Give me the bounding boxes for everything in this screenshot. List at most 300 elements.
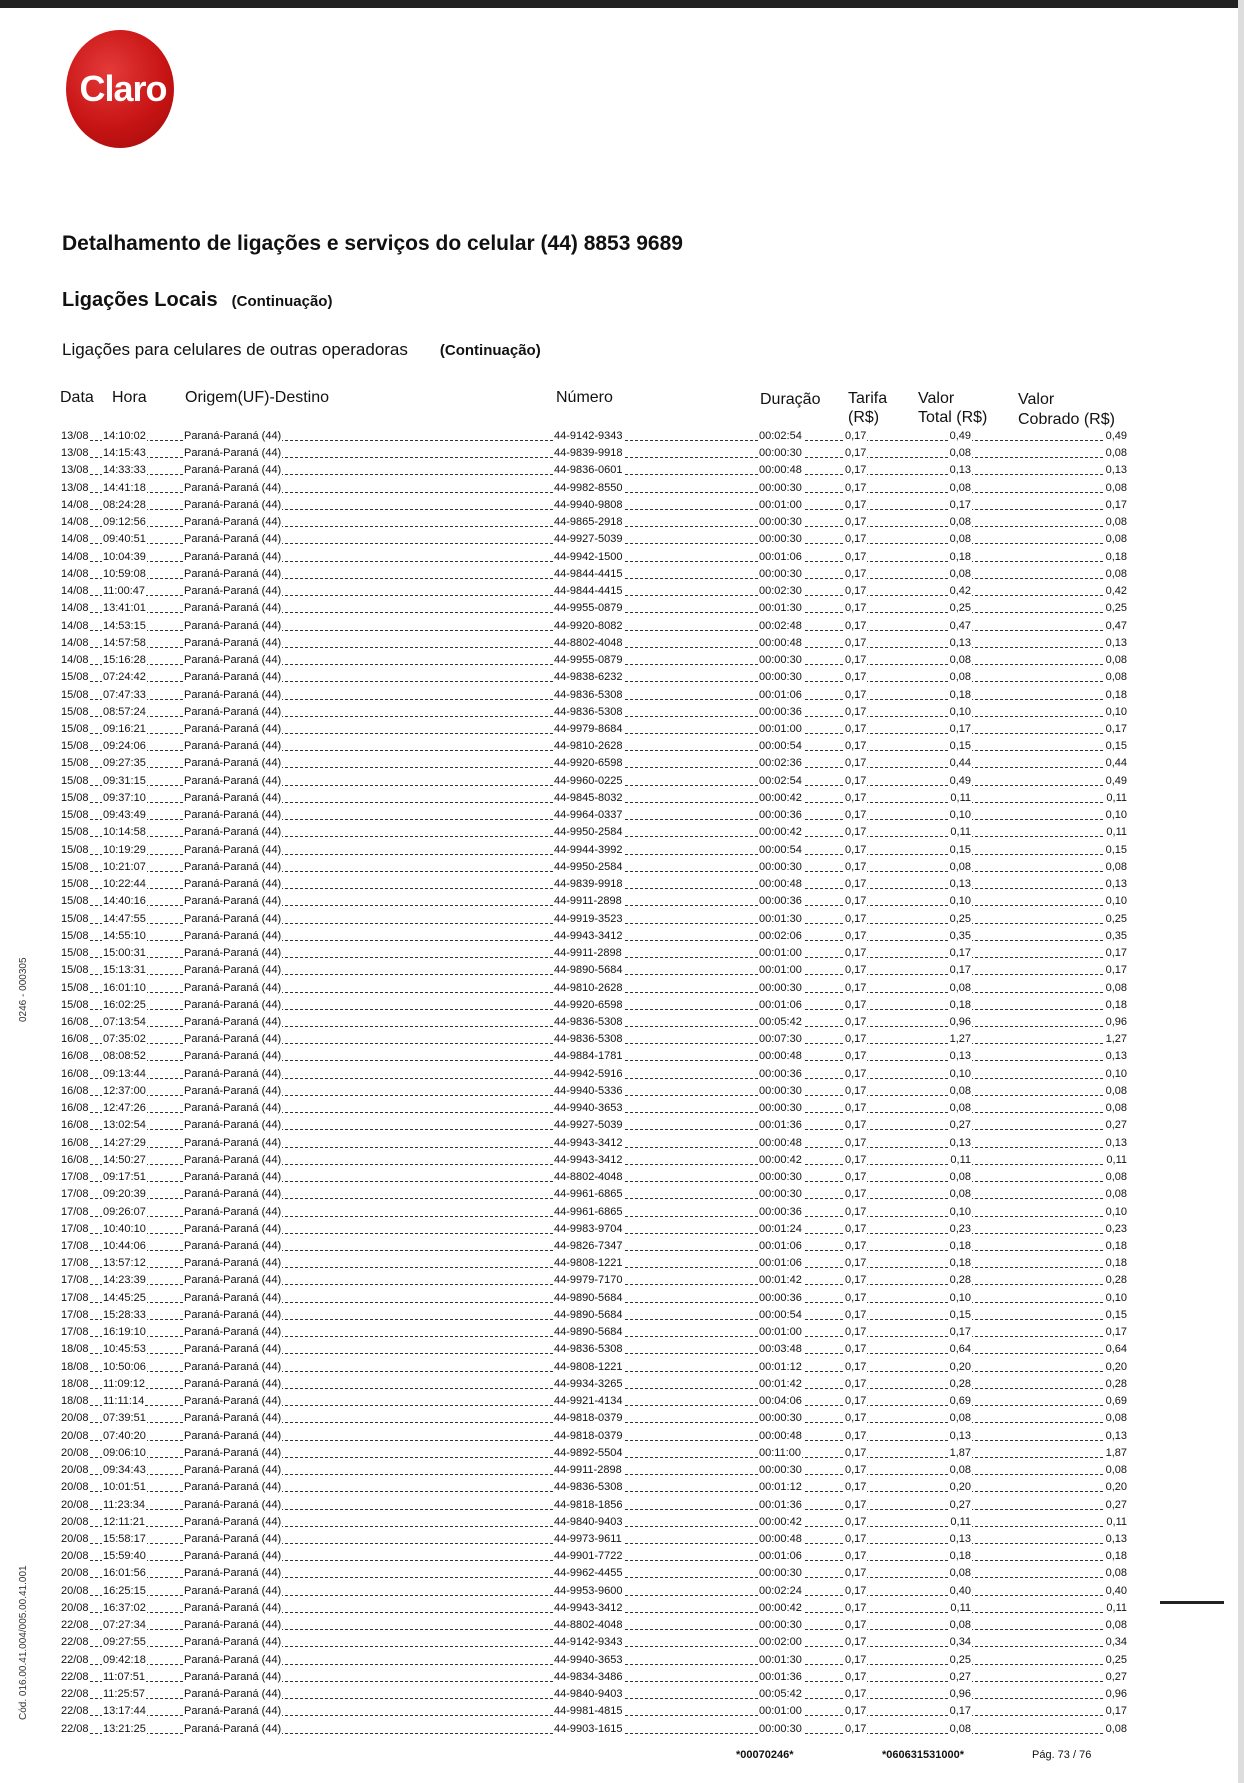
call-tariff: 0,17	[844, 497, 867, 514]
call-tariff: 0,17	[844, 1169, 867, 1186]
call-total: 0,25	[949, 911, 972, 928]
call-total: 0,08	[949, 514, 972, 531]
call-number: 44-9839-9918	[553, 445, 624, 462]
call-number: 44-9953-9600	[553, 1583, 624, 1600]
call-hour: 08:57:24	[102, 704, 147, 721]
call-origin: Paraná-Paraná (44)	[183, 497, 282, 514]
call-date: 17/08	[60, 1290, 90, 1307]
call-hour: 14:50:27	[102, 1152, 147, 1169]
call-number: 44-9808-1221	[553, 1255, 624, 1272]
call-charged: 0,96	[1105, 1014, 1128, 1031]
call-tariff: 0,17	[844, 1721, 867, 1738]
call-tariff: 0,17	[844, 1445, 867, 1462]
call-total: 0,47	[949, 618, 972, 635]
call-tariff: 0,17	[844, 1135, 867, 1152]
table-row	[60, 1531, 1128, 1548]
call-tariff: 0,17	[844, 1393, 867, 1410]
call-number: 44-9818-0379	[553, 1410, 624, 1427]
call-number: 44-9890-5684	[553, 962, 624, 979]
call-hour: 09:37:10	[102, 790, 147, 807]
call-number: 44-9940-3653	[553, 1652, 624, 1669]
call-hour: 14:57:58	[102, 635, 147, 652]
section-heading	[62, 289, 332, 312]
call-number: 44-9903-1615	[553, 1721, 624, 1738]
call-number: 44-9940-9808	[553, 497, 624, 514]
call-number: 44-9901-7722	[553, 1548, 624, 1565]
call-tariff: 0,17	[844, 738, 867, 755]
call-date: 15/08	[60, 893, 90, 910]
call-duration: 00:00:30	[758, 1083, 803, 1100]
table-row	[60, 1393, 1128, 1410]
call-origin: Paraná-Paraná (44)	[183, 1341, 282, 1358]
call-duration: 00:00:48	[758, 635, 803, 652]
table-row	[60, 1048, 1128, 1065]
table-row	[60, 600, 1128, 617]
call-origin: Paraná-Paraná (44)	[183, 1238, 282, 1255]
call-date: 20/08	[60, 1548, 90, 1565]
call-number: 44-8802-4048	[553, 1617, 624, 1634]
call-duration: 00:01:06	[758, 997, 803, 1014]
call-number: 44-9979-7170	[553, 1272, 624, 1289]
call-hour: 13:41:01	[102, 600, 147, 617]
call-origin: Paraná-Paraná (44)	[183, 893, 282, 910]
table-row	[60, 687, 1128, 704]
call-number: 44-9840-9403	[553, 1686, 624, 1703]
call-charged: 0,18	[1105, 549, 1128, 566]
call-total: 0,08	[949, 1186, 972, 1203]
table-row	[60, 911, 1128, 928]
call-origin: Paraná-Paraná (44)	[183, 549, 282, 566]
call-charged: 0,11	[1105, 790, 1128, 807]
call-number: 44-9934-3265	[553, 1376, 624, 1393]
call-total: 0,08	[949, 1721, 972, 1738]
call-hour: 13:57:12	[102, 1255, 147, 1272]
call-date: 17/08	[60, 1221, 90, 1238]
call-origin: Paraná-Paraná (44)	[183, 1272, 282, 1289]
call-number: 44-9911-2898	[553, 945, 623, 962]
call-tariff: 0,17	[844, 618, 867, 635]
call-tariff: 0,17	[844, 1307, 867, 1324]
call-duration: 00:04:06	[758, 1393, 803, 1410]
call-charged: 0,08	[1105, 1186, 1128, 1203]
call-date: 17/08	[60, 1272, 90, 1289]
call-origin: Paraná-Paraná (44)	[183, 755, 282, 772]
call-tariff: 0,17	[844, 824, 867, 841]
call-duration: 00:00:36	[758, 1066, 803, 1083]
call-duration: 00:00:30	[758, 1565, 803, 1582]
call-duration: 00:00:30	[758, 566, 803, 583]
call-total: 0,10	[949, 1066, 972, 1083]
call-tariff: 0,17	[844, 635, 867, 652]
call-hour: 07:27:34	[102, 1617, 147, 1634]
call-total: 0,35	[949, 928, 972, 945]
call-origin: Paraná-Paraná (44)	[183, 1514, 282, 1531]
call-charged: 0,49	[1105, 773, 1128, 790]
call-number: 44-9890-5684	[553, 1324, 624, 1341]
call-date: 16/08	[60, 1100, 90, 1117]
call-tariff: 0,17	[844, 807, 867, 824]
call-total: 0,20	[949, 1359, 972, 1376]
call-duration: 00:01:00	[758, 1324, 803, 1341]
call-origin: Paraná-Paraná (44)	[183, 1031, 282, 1048]
footer-code-1: *00070246*	[736, 1749, 794, 1761]
call-date: 15/08	[60, 773, 90, 790]
subsection-title: Ligações para celulares de outras operadoras	[62, 340, 408, 359]
call-hour: 10:44:06	[102, 1238, 147, 1255]
call-charged: 0,08	[1105, 1617, 1128, 1634]
page-number: Pág. 73 / 76	[1032, 1749, 1092, 1761]
table-row	[60, 1634, 1128, 1651]
call-total: 0,08	[949, 1565, 972, 1582]
call-date: 14/08	[60, 549, 90, 566]
call-date: 14/08	[60, 566, 90, 583]
call-hour: 14:45:25	[102, 1290, 147, 1307]
call-date: 16/08	[60, 1048, 90, 1065]
call-duration: 00:02:06	[758, 928, 803, 945]
table-row	[60, 1066, 1128, 1083]
call-tariff: 0,17	[844, 428, 867, 445]
call-origin: Paraná-Paraná (44)	[183, 997, 282, 1014]
table-row	[60, 1514, 1128, 1531]
call-date: 22/08	[60, 1686, 90, 1703]
col-duration: Duração	[760, 391, 821, 408]
call-number: 44-9961-6865	[553, 1204, 624, 1221]
call-number: 44-9962-4455	[553, 1565, 624, 1582]
call-origin: Paraná-Paraná (44)	[183, 962, 282, 979]
call-origin: Paraná-Paraná (44)	[183, 1462, 282, 1479]
call-total: 0,25	[949, 600, 972, 617]
call-number: 44-9943-3412	[553, 1135, 624, 1152]
call-duration: 00:00:30	[758, 1100, 803, 1117]
table-row	[60, 1721, 1128, 1738]
call-charged: 0,08	[1105, 1410, 1128, 1427]
table-row	[60, 1600, 1128, 1617]
call-date: 14/08	[60, 531, 90, 548]
table-row	[60, 1548, 1128, 1565]
call-tariff: 0,17	[844, 1686, 867, 1703]
call-hour: 10:45:53	[102, 1341, 147, 1358]
table-row	[60, 1324, 1128, 1341]
call-date: 15/08	[60, 997, 90, 1014]
col-date: Data	[60, 389, 94, 406]
call-origin: Paraná-Paraná (44)	[183, 1290, 282, 1307]
call-total: 0,08	[949, 531, 972, 548]
call-duration: 00:02:54	[758, 773, 803, 790]
call-charged: 0,20	[1105, 1479, 1128, 1496]
call-hour: 10:19:29	[102, 842, 147, 859]
table-row	[60, 1100, 1128, 1117]
table-row	[60, 1307, 1128, 1324]
call-origin: Paraná-Paraná (44)	[183, 1652, 282, 1669]
call-charged: 0,20	[1105, 1359, 1128, 1376]
call-duration: 00:01:00	[758, 962, 803, 979]
call-duration: 00:00:48	[758, 1531, 803, 1548]
scan-right-edge	[1238, 0, 1244, 1783]
call-charged: 0,11	[1105, 824, 1128, 841]
call-origin: Paraná-Paraná (44)	[183, 1376, 282, 1393]
call-charged: 0,08	[1105, 531, 1128, 548]
call-tariff: 0,17	[844, 842, 867, 859]
call-total: 0,10	[949, 704, 972, 721]
call-number: 44-9834-3486	[553, 1669, 624, 1686]
call-hour: 12:37:00	[102, 1083, 147, 1100]
call-duration: 00:02:54	[758, 428, 803, 445]
call-number: 44-9955-0879	[553, 652, 624, 669]
call-charged: 0,18	[1105, 1548, 1128, 1565]
call-hour: 07:24:42	[102, 669, 147, 686]
call-charged: 0,10	[1105, 1290, 1128, 1307]
call-tariff: 0,17	[844, 928, 867, 945]
call-total: 0,17	[949, 1703, 972, 1720]
table-row	[60, 721, 1128, 738]
col-total-label: Valor	[918, 390, 955, 407]
call-charged: 0,17	[1105, 945, 1128, 962]
call-tariff: 0,17	[844, 755, 867, 772]
call-charged: 0,10	[1105, 893, 1128, 910]
call-origin: Paraná-Paraná (44)	[183, 1221, 282, 1238]
call-duration: 00:00:48	[758, 462, 803, 479]
call-tariff: 0,17	[844, 1290, 867, 1307]
call-number: 44-9836-5308	[553, 687, 624, 704]
call-origin: Paraná-Paraná (44)	[183, 1703, 282, 1720]
call-date: 14/08	[60, 600, 90, 617]
call-hour: 09:06:10	[102, 1445, 147, 1462]
call-number: 44-9826-7347	[553, 1238, 624, 1255]
call-origin: Paraná-Paraná (44)	[183, 1014, 282, 1031]
call-tariff: 0,17	[844, 566, 867, 583]
call-hour: 09:40:51	[102, 531, 147, 548]
call-date: 20/08	[60, 1583, 90, 1600]
call-duration: 00:11:00	[758, 1445, 802, 1462]
call-tariff: 0,17	[844, 652, 867, 669]
call-date: 20/08	[60, 1428, 90, 1445]
call-tariff: 0,17	[844, 962, 867, 979]
call-origin: Paraná-Paraná (44)	[183, 911, 282, 928]
table-row	[60, 566, 1128, 583]
call-tariff: 0,17	[844, 893, 867, 910]
call-hour: 10:01:51	[102, 1479, 147, 1496]
call-number: 44-9836-0601	[553, 462, 624, 479]
call-date: 15/08	[60, 738, 90, 755]
call-duration: 00:00:30	[758, 1186, 803, 1203]
call-number: 44-9920-6598	[553, 997, 624, 1014]
call-total: 0,17	[949, 962, 972, 979]
call-duration: 00:02:00	[758, 1634, 803, 1651]
call-origin: Paraná-Paraná (44)	[183, 531, 282, 548]
table-row	[60, 1341, 1128, 1358]
call-date: 15/08	[60, 755, 90, 772]
call-charged: 0,17	[1105, 1324, 1128, 1341]
call-charged: 0,27	[1105, 1497, 1128, 1514]
call-origin: Paraná-Paraná (44)	[183, 790, 282, 807]
call-charged: 0,27	[1105, 1117, 1128, 1134]
call-hour: 10:04:39	[102, 549, 147, 566]
call-origin: Paraná-Paraná (44)	[183, 618, 282, 635]
call-hour: 12:47:26	[102, 1100, 147, 1117]
call-date: 22/08	[60, 1703, 90, 1720]
call-hour: 11:23:34	[102, 1497, 146, 1514]
table-row	[60, 1117, 1128, 1134]
call-hour: 10:21:07	[102, 859, 147, 876]
call-tariff: 0,17	[844, 721, 867, 738]
call-hour: 15:16:28	[102, 652, 147, 669]
call-duration: 00:00:42	[758, 824, 803, 841]
call-total: 0,18	[949, 1548, 972, 1565]
call-origin: Paraná-Paraná (44)	[183, 669, 282, 686]
call-origin: Paraná-Paraná (44)	[183, 1583, 282, 1600]
call-number: 44-9836-5308	[553, 1031, 624, 1048]
call-origin: Paraná-Paraná (44)	[183, 1686, 282, 1703]
table-row	[60, 514, 1128, 531]
table-row	[60, 1169, 1128, 1186]
call-charged: 0,69	[1105, 1393, 1128, 1410]
call-date: 20/08	[60, 1497, 90, 1514]
table-row	[60, 807, 1128, 824]
logo-text: Claro	[79, 68, 167, 109]
call-origin: Paraná-Paraná (44)	[183, 1393, 282, 1410]
table-row	[60, 635, 1128, 652]
call-total: 0,15	[949, 1307, 972, 1324]
table-row	[60, 618, 1128, 635]
call-charged: 0,13	[1105, 635, 1128, 652]
call-hour: 14:40:16	[102, 893, 147, 910]
call-hour: 09:17:51	[102, 1169, 147, 1186]
call-tariff: 0,17	[844, 1565, 867, 1582]
call-duration: 00:00:48	[758, 876, 803, 893]
call-date: 14/08	[60, 652, 90, 669]
call-charged: 0,17	[1105, 721, 1128, 738]
call-origin: Paraná-Paraná (44)	[183, 583, 282, 600]
call-date: 15/08	[60, 807, 90, 824]
call-duration: 00:00:42	[758, 1152, 803, 1169]
call-number: 44-9943-3412	[553, 1600, 624, 1617]
call-origin: Paraná-Paraná (44)	[183, 980, 282, 997]
call-total: 1,27	[949, 1031, 972, 1048]
call-total: 0,08	[949, 1617, 972, 1634]
call-origin: Paraná-Paraná (44)	[183, 928, 282, 945]
col-total-unit: Total (R$)	[918, 409, 988, 426]
call-origin: Paraná-Paraná (44)	[183, 1548, 282, 1565]
call-charged: 0,34	[1105, 1634, 1128, 1651]
call-total: 0,18	[949, 1255, 972, 1272]
call-duration: 00:03:48	[758, 1341, 803, 1358]
call-charged: 0,18	[1105, 997, 1128, 1014]
call-number: 44-9920-6598	[553, 755, 624, 772]
call-total: 0,18	[949, 549, 972, 566]
table-row	[60, 445, 1128, 462]
call-charged: 0,08	[1105, 859, 1128, 876]
call-hour: 09:16:21	[102, 721, 147, 738]
call-duration: 00:01:00	[758, 1703, 803, 1720]
call-hour: 12:11:21	[102, 1514, 146, 1531]
call-duration: 00:00:30	[758, 1410, 803, 1427]
call-total: 0,20	[949, 1479, 972, 1496]
call-number: 44-9943-3412	[553, 1152, 624, 1169]
call-duration: 00:01:30	[758, 911, 803, 928]
call-tariff: 0,17	[844, 1238, 867, 1255]
call-total: 0,27	[949, 1497, 972, 1514]
call-hour: 08:08:52	[102, 1048, 147, 1065]
call-duration: 00:01:42	[758, 1272, 803, 1289]
table-row	[60, 824, 1128, 841]
call-origin: Paraná-Paraná (44)	[183, 1100, 282, 1117]
call-tariff: 0,17	[844, 1083, 867, 1100]
call-tariff: 0,17	[844, 1117, 867, 1134]
calls-table	[60, 428, 1128, 1738]
call-duration: 00:01:12	[758, 1359, 803, 1376]
table-row	[60, 1238, 1128, 1255]
call-total: 0,08	[949, 980, 972, 997]
call-number: 44-9982-8550	[553, 480, 624, 497]
col-tariff: Tarifa	[848, 390, 888, 407]
call-date: 16/08	[60, 1135, 90, 1152]
call-origin: Paraná-Paraná (44)	[183, 1204, 282, 1221]
call-date: 22/08	[60, 1617, 90, 1634]
subsection-heading	[62, 340, 541, 360]
call-hour: 07:13:54	[102, 1014, 147, 1031]
call-tariff: 0,17	[844, 1100, 867, 1117]
call-duration: 00:01:00	[758, 497, 803, 514]
call-date: 14/08	[60, 618, 90, 635]
call-charged: 0,08	[1105, 652, 1128, 669]
call-number: 44-9844-4415	[553, 583, 624, 600]
call-duration: 00:01:06	[758, 1255, 803, 1272]
call-hour: 13:21:25	[102, 1721, 147, 1738]
call-tariff: 0,17	[844, 1531, 867, 1548]
call-charged: 0,23	[1105, 1221, 1128, 1238]
table-row	[60, 1135, 1128, 1152]
call-origin: Paraná-Paraná (44)	[183, 773, 282, 790]
call-date: 20/08	[60, 1514, 90, 1531]
call-hour: 14:27:29	[102, 1135, 147, 1152]
call-charged: 0,13	[1105, 1428, 1128, 1445]
call-tariff: 0,17	[844, 1186, 867, 1203]
call-tariff: 0,17	[844, 1462, 867, 1479]
table-row	[60, 755, 1128, 772]
table-row	[60, 652, 1128, 669]
call-total: 0,69	[949, 1393, 972, 1410]
call-hour: 11:07:51	[102, 1669, 146, 1686]
call-date: 18/08	[60, 1341, 90, 1358]
call-date: 17/08	[60, 1186, 90, 1203]
call-hour: 14:10:02	[102, 428, 147, 445]
call-total: 0,08	[949, 1169, 972, 1186]
call-duration: 00:01:30	[758, 600, 803, 617]
call-total: 0,23	[949, 1221, 972, 1238]
call-total: 0,10	[949, 807, 972, 824]
call-charged: 0,28	[1105, 1272, 1128, 1289]
call-total: 0,25	[949, 1652, 972, 1669]
call-date: 14/08	[60, 583, 90, 600]
call-duration: 00:01:36	[758, 1117, 803, 1134]
call-charged: 0,40	[1105, 1583, 1128, 1600]
call-origin: Paraná-Paraná (44)	[183, 1669, 282, 1686]
call-total: 0,08	[949, 1462, 972, 1479]
call-tariff: 0,17	[844, 1548, 867, 1565]
call-origin: Paraná-Paraná (44)	[183, 652, 282, 669]
table-row	[60, 1221, 1128, 1238]
table-row	[60, 531, 1128, 548]
call-tariff: 0,17	[844, 1497, 867, 1514]
call-total: 0,34	[949, 1634, 972, 1651]
call-number: 44-9836-5308	[553, 704, 624, 721]
call-hour: 14:15:43	[102, 445, 147, 462]
call-tariff: 0,17	[844, 1634, 867, 1651]
call-charged: 0,08	[1105, 669, 1128, 686]
call-number: 44-9911-2898	[553, 893, 623, 910]
call-number: 44-9964-0337	[553, 807, 624, 824]
call-duration: 00:02:30	[758, 583, 803, 600]
